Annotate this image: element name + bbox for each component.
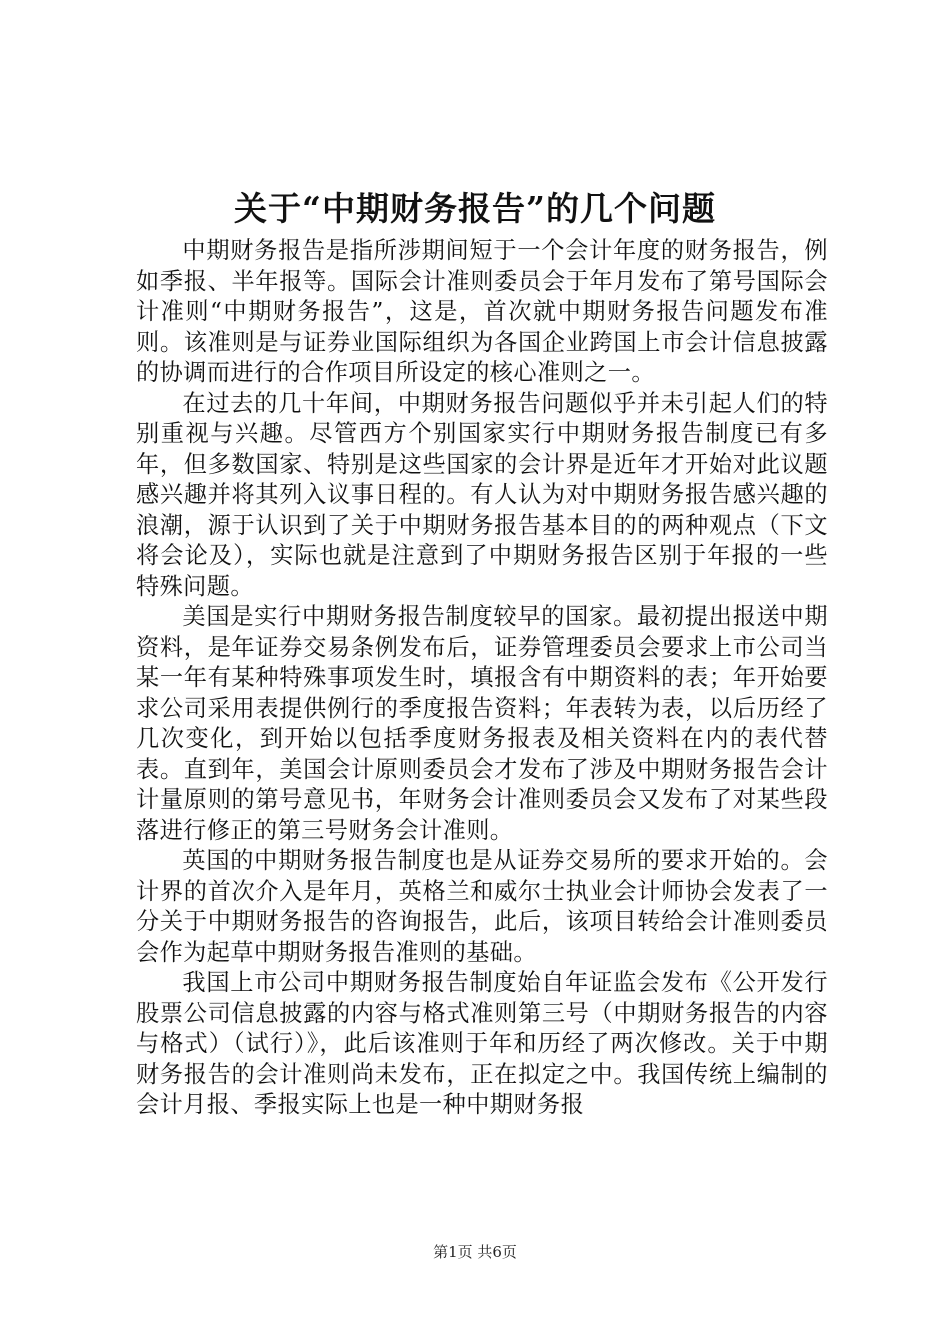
- paragraph-4: 英国的中期财务报告制度也是从证券交易所的要求开始的。会计界的首次介入是年月，英格兰和威尔士执业会计师协会发表了一分关于中期财务报告的咨询报告，此后，该项目转给会计准则委员会作为起草中期财务报告准则的基础。: [136, 847, 828, 966]
- document-title: 关于“中期财务报告”的几个问题: [234, 189, 716, 228]
- paragraph-3: 美国是实行中期财务报告制度较早的国家。最初提出报送中期资料，是年证券交易条例发布后，证券管理委员会要求上市公司当某一年有某种特殊事项发生时，填报含有中期资料的表；年开始要求公司采用表提供例行的季度报告资料；年表转为表，以后历经了几次变化，到开始以包括季度财务报表及相关资料在内的表代替表。直到年，美国会计原则委员会才发布了涉及中期财务报告会计计量原则的第号意见书，年财务会计准则委员会又发布了对某些段落进行修正的第三号财务会计准则。: [136, 603, 828, 844]
- page-footer: 第1页 共6页: [433, 1243, 517, 1261]
- paragraph-2: 在过去的几十年间，中期财务报告问题似乎并未引起人们的特别重视与兴趣。尽管西方个别国家实行中期财务报告制度已有多年，但多数国家、特别是这些国家的会计界是近年才开始对此议题感兴趣并将其列入议事日程的。有人认为对中期财务报告感兴趣的浪潮，源于认识到了关于中期财务报告基本目的的两种观点（下文将会论及），实际也就是注意到了中期财务报告区别于年报的一些特殊问题。: [136, 389, 828, 600]
- paragraph-5: 我国上市公司中期财务报告制度始自年证监会发布《公开发行股票公司信息披露的内容与格式准则第三号（中期财务报告的内容与格式）（试行）》，此后该准则于年和历经了两次修改。关于中期财务报告的会计准则尚未发布，正在拟定之中。我国传统上编制的会计月报、季报实际上也是一种中期财务报: [136, 969, 828, 1118]
- document-body: [136, 236, 828, 1121]
- paragraph-1: 中期财务报告是指所涉期间短于一个会计年度的财务报告，例如季报、半年报等。国际会计准则委员会于年月发布了第号国际会计准则“中期财务报告”，这是，首次就中期财务报告问题发布准则。该准则是与证券业国际组织为各国企业跨国上市会计信息披露的协调而进行的合作项目所设定的核心准则之一。: [136, 237, 828, 386]
